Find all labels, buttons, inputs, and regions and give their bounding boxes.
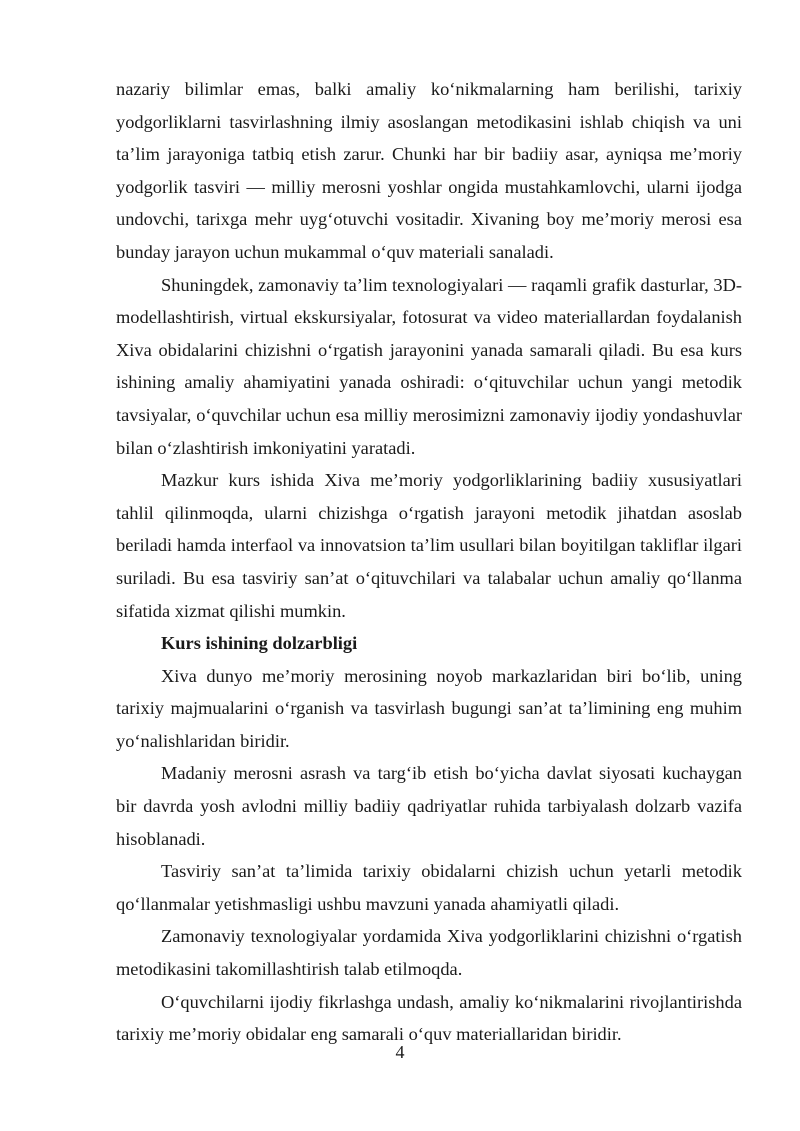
paragraph-relevance-3: Tasviriy san’at ta’limida tarixiy obidalarni chizish uchun yetarli metodik qo‘llanmalar yetishmasligi ushbu mavzuni yanada ahamiyatli qiladi. <box>116 861 742 914</box>
paragraph-modern-technologies: Shuningdek, zamonaviy ta’lim texnologiyalari — raqamli grafik dasturlar, 3D-modellashtirish, virtual ekskursiyalar, fotosurat va video materiallardan foydalanish Xiva obidalarini chizishni o‘rgatish jarayonini yanada samarali qiladi. Bu esa kurs ishining amaliy ahamiyatini yanada oshiradi: o‘qituvchilar uchun yangi metodik tavsiyalar, o‘quvchilar uchun esa milliy merosimizni zamonaviy ijodiy yondashuvlar bilan o‘zlashtirish imkoniyatini yaratadi. <box>116 274 742 458</box>
paragraph-relevance-4: Zamonaviy texnologiyalar yordamida Xiva yodgorliklarini chizishni o‘rgatish metodikasini takomillashtirish talab etilmoqda. <box>116 926 742 980</box>
section-heading-relevance: Kurs ishining dolzarbligi <box>161 633 358 654</box>
page-number: 4 <box>395 1042 405 1062</box>
page-body <box>116 73 742 1051</box>
paragraph-intro-continuation: nazariy bilimlar emas, balki amaliy ko‘nikmalarning ham berilishi, tarixiy yodgorliklarni tasvirlashning ilmiy asoslangan metodikasini ishlab chiqish va uni ta’lim jarayoniga tatbiq etish zarur. Chunki har bir badiiy asar, ayniqsa me’moriy yodgorlik tasviri — milliy merosni yoshlar ongida mustahkamlovchi, ularni ijodga undovchi, tarixga mehr uyg‘otuvchi vositadir. Xivaning boy me’moriy merosi esa bunday jarayon uchun mukammal o‘quv materiali sanaladi. <box>116 79 742 262</box>
paragraph-relevance-1: Xiva dunyo me’moriy merosining noyob markazlaridan biri bo‘lib, uning tarixiy majmualarini o‘rganish va tasvirlash bugungi san’at ta’limining eng muhim yo‘nalishlaridan biridir. <box>116 665 742 751</box>
paragraph-course-work-summary: Mazkur kurs ishida Xiva me’moriy yodgorliklarining badiiy xususiyatlari tahlil qilinmoqda, ularni chizishga o‘rgatish jarayoni metodik jihatdan asoslab beriladi hamda interfaol va innovatsion ta’lim usullari bilan boyitilgan takliflar ilgari suriladi. Bu esa tasviriy san’at o‘qituvchilari va talabalar uchun amaliy qo‘llanma sifatida xizmat qilishi mumkin. <box>116 470 742 621</box>
paragraph-relevance-5: O‘quvchilarni ijodiy fikrlashga undash, amaliy ko‘nikmalarini rivojlantirishda tarixiy me’moriy obidalar eng samarali o‘quv materiallaridan biridir. <box>116 991 742 1045</box>
paragraph-relevance-2: Madaniy merosni asrash va targ‘ib etish bo‘yicha davlat siyosati kuchaygan bir davrda yosh avlodni milliy badiiy qadriyatlar ruhida tarbiyalash dolzarb vazifa hisoblanadi. <box>116 763 742 849</box>
